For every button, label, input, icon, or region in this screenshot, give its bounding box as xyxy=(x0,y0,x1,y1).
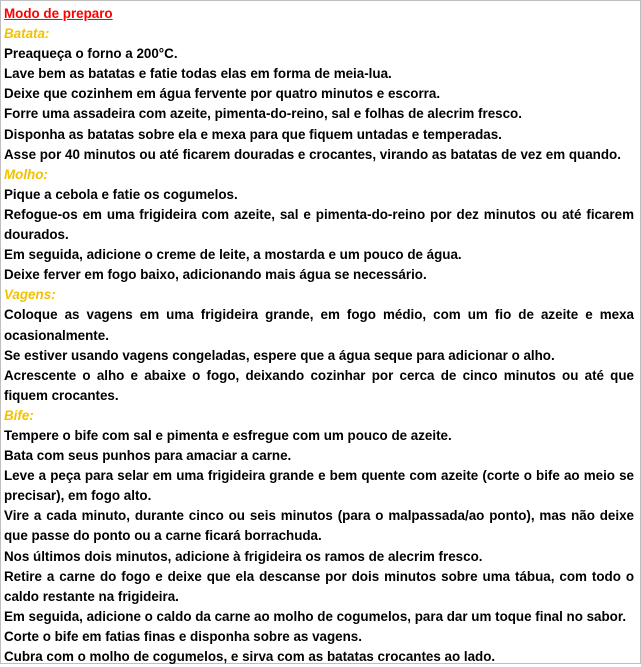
instruction-line: Refogue-os em uma frigideira com azeite, sal e pimenta-do-reino por dez minutos ou até ficarem dourados. xyxy=(4,206,634,243)
section-heading: Vagens: xyxy=(4,287,56,303)
instruction-line: Em seguida, adicione o caldo da carne ao molho de cogumelos, para dar um toque final no sabor. xyxy=(4,608,627,624)
instruction-line: Vire a cada minuto, durante cinco ou seis minutos (para o malpassada/ao ponto), mas não deixe que passe do ponto ou a carne ficará borrachuda. xyxy=(4,508,634,544)
instruction-line: Disponha as batatas sobre ela e mexa para que fiquem untadas e temperadas. xyxy=(4,126,502,142)
instruction-line: Retire a carne do fogo e deixe que ela descanse por dois minutos sobre uma tábua, com todo o caldo restante na frigideira. xyxy=(4,568,634,604)
instruction-line: Se estiver usando vagens congeladas, espere que a água seque para adicionar o alho. xyxy=(4,347,555,363)
instruction-line: Nos últimos dois minutos, adicione à frigideira os ramos de alecrim fresco. xyxy=(4,548,483,564)
instruction-line: Coloque as vagens em uma frigideira grande, em fogo médio, com um fio de azeite e mexa ocasionalmente. xyxy=(4,307,634,343)
instruction-line: Lave bem as batatas e fatie todas elas em forma de meia-lua. xyxy=(4,66,392,82)
section-heading: Batata: xyxy=(4,26,50,42)
section-vagens xyxy=(4,285,634,406)
section-batata xyxy=(4,24,634,165)
instruction-line: Cubra com o molho de cogumelos, e sirva com as batatas crocantes ao lado. xyxy=(4,649,496,664)
instruction-line: Acrescente o alho e abaixe o fogo, deixando cozinhar por cerca de cinco minutos ou até que fiquem crocantes. xyxy=(4,367,634,403)
section-heading: Molho: xyxy=(4,166,48,182)
instruction-line: Bata com seus punhos para amaciar a carne. xyxy=(4,448,292,464)
section-bife xyxy=(4,406,634,667)
instruction-line: Deixe que cozinhem em água fervente por quatro minutos e escorra. xyxy=(4,86,441,102)
section-molho xyxy=(4,165,634,286)
instruction-line: Corte o bife em fatias finas e disponha sobre as vagens. xyxy=(4,628,362,644)
instruction-line: Preaqueça o forno a 200°C. xyxy=(4,46,178,62)
instruction-line: Tempere o bife com sal e pimenta e esfregue com um pouco de azeite. xyxy=(4,427,452,443)
instruction-line: Forre uma assadeira com azeite, pimenta-do-reino, sal e folhas de alecrim fresco. xyxy=(4,106,522,122)
instruction-line: Asse por 40 minutos ou até ficarem douradas e crocantes, virando as batatas de vez em quando. xyxy=(4,146,621,162)
instruction-line: Deixe ferver em fogo baixo, adicionando mais água se necessário. xyxy=(4,267,427,283)
instruction-line: Leve a peça para selar em uma frigideira grande e bem quente com azeite (corte o bife ao meio se precisar), em fogo alto. xyxy=(4,468,634,504)
document-title: Modo de preparo xyxy=(4,6,113,21)
instruction-line: Em seguida, adicione o creme de leite, a mostarda e um pouco de água. xyxy=(4,247,462,263)
section-heading: Bife: xyxy=(4,407,34,423)
instruction-line: Pique a cebola e fatie os cogumelos. xyxy=(4,186,238,202)
